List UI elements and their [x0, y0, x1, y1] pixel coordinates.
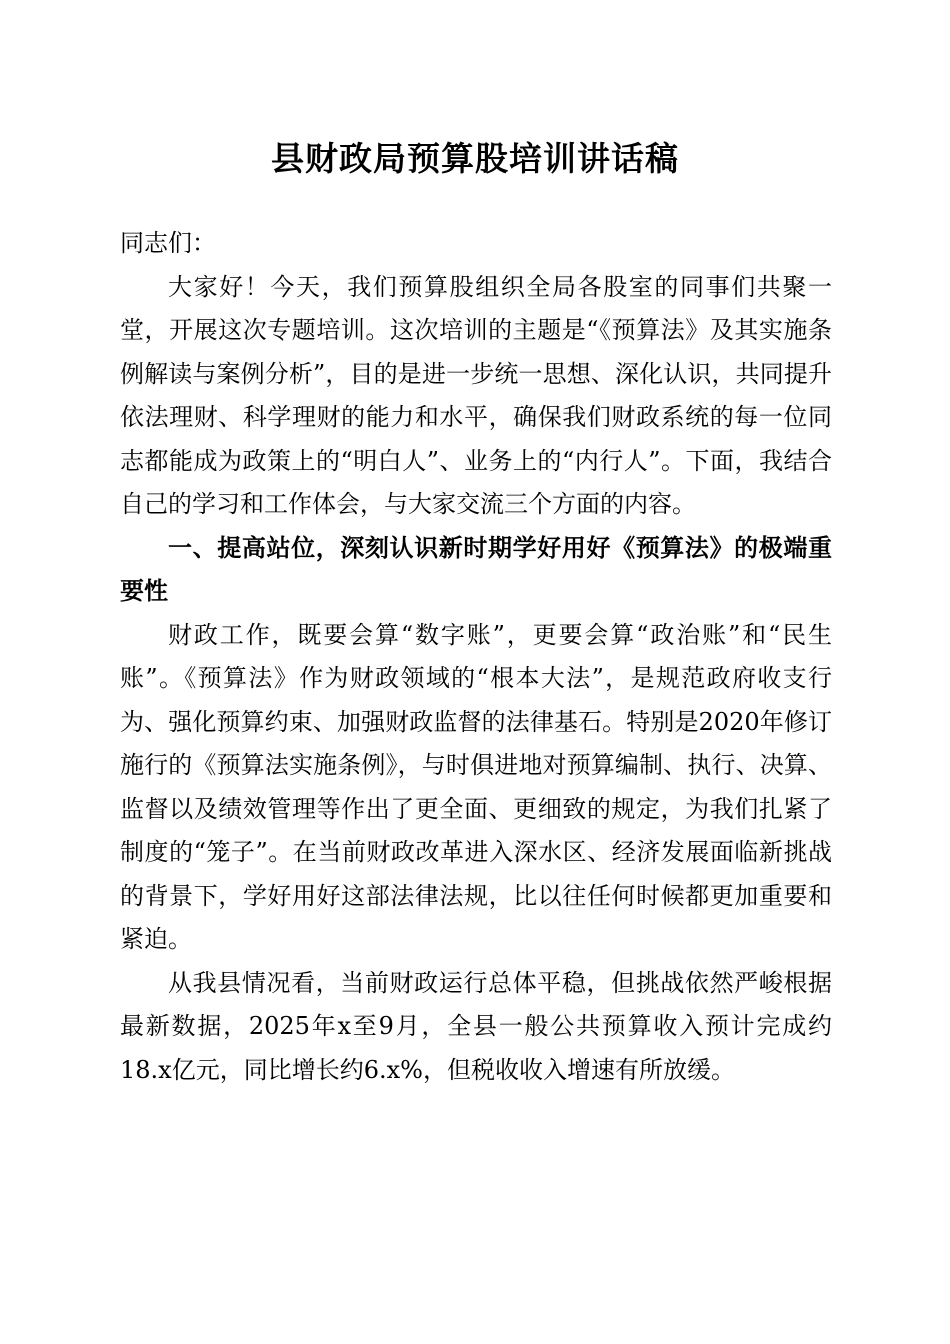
section-1-heading: 一、提高站位，深刻认识新时期学好用好《预算法》的极端重要性	[120, 533, 832, 605]
document-body	[120, 222, 832, 1092]
section-1-paragraph-2: 从我县情况看，当前财政运行总体平稳，但挑战依然严峻根据最新数据，2025年x至9月，全县一般公共预算收入预计完成约18.x亿元，同比增长约6.x%，但税收收入增速有所放缓。	[120, 968, 832, 1084]
intro-paragraph: 大家好！今天，我们预算股组织全局各股室的同事们共聚一堂，开展这次专题培训。这次培训的主题是“《预算法》及其实施条例解读与案例分析”，目的是进一步统一思想、深化认识，共同提升依法理财、科学理财的能力和水平，确保我们财政系统的每一位同志都能成为政策上的“明白人”、业务上的“内行人”。下面，我结合自己的学习和工作体会，与大家交流三个方面的内容。	[120, 272, 832, 518]
section-1-paragraph-1: 财政工作，既要会算“数字账”，更要会算“政治账”和“民生账”。《预算法》作为财政领域的“根本大法”，是规范政府收支行为、强化预算约束、加强财政监督的法律基石。特别是2020年修订施行的《预算法实施条例》，与时俱进地对预算编制、执行、决算、监督以及绩效管理等作出了更全面、更细致的规定，为我们扎紧了制度的“笼子”。在当前财政改革进入深水区、经济发展面临新挑战的背景下，学好用好这部法律法规，比以往任何时候都更加重要和紧迫。	[120, 620, 832, 953]
salutation: 同志们：	[120, 229, 216, 257]
document-title: 县财政局预算股培训讲话稿	[271, 139, 679, 178]
